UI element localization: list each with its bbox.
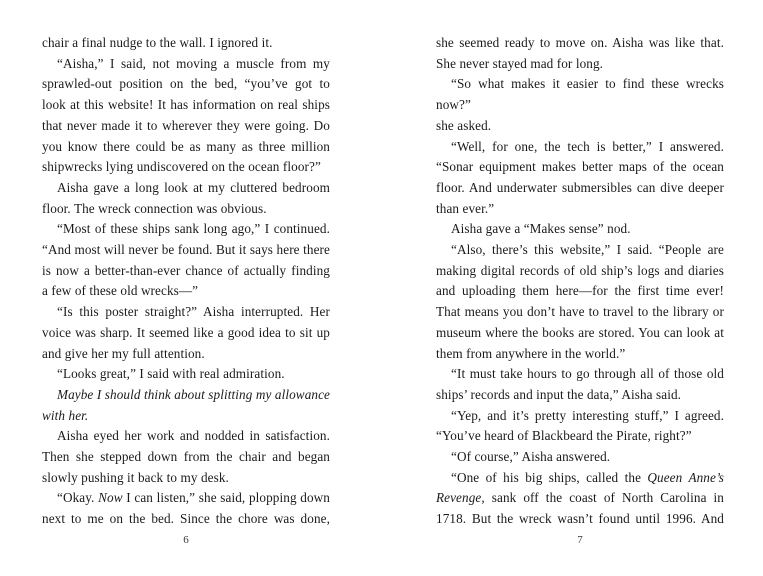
right-page-text [436, 33, 724, 530]
text-line: next to me on the bed. Since the chore was done, [42, 511, 330, 527]
text-line: floor. And underwater submersibles can dive deeper [436, 179, 724, 195]
text-line: making digital records of old ship’s logs and diaries [436, 262, 724, 278]
text-line: “Sonar equipment makes better maps of the ocean [436, 159, 724, 175]
text-line: voice was sharp. It seemed like a good idea to sit up [42, 324, 330, 340]
text-line: “Yep, and it’s pretty interesting stuff,” I agreed. [451, 407, 724, 423]
text-line: That means you don’t have to travel to the library or [436, 304, 724, 320]
text-line: Maybe I should think about splitting my allowance with her. [42, 386, 330, 423]
text-line: look at this website! It has information on real ships [42, 97, 330, 113]
left-page-text [42, 33, 330, 530]
text-line: “One of his big ships, called the Queen Anne’s [451, 469, 724, 485]
text-line: you know there could be as many as three million [42, 138, 330, 154]
text-line: “Most of these ships sank long ago,” I continued. [57, 221, 330, 237]
text-line: museum where the books are stored. You can look at [436, 324, 724, 340]
text-line: She never stayed mad for long. [436, 55, 604, 71]
text-line: “It must take hours to go through all of those old [451, 366, 724, 382]
text-line: “Is this poster straight?” Aisha interrupted. Her [57, 304, 330, 320]
left-page-number: 6 [183, 534, 189, 546]
text-line: 1718. But the wreck wasn’t found until 1996. And [436, 511, 724, 527]
text-line: than ever.” [436, 200, 495, 216]
text-line: “Well, for one, the tech is better,” I answered. [451, 138, 724, 154]
text-line: “Okay. Now I can listen,” she said, plopping down [57, 490, 330, 506]
text-line: “Aisha,” I said, not moving a muscle from my [57, 55, 330, 71]
right-page-number: 7 [577, 534, 583, 546]
text-line: “Looks great,” I said with real admiration. [57, 366, 285, 382]
text-line: “Of course,” Aisha answered. [451, 449, 611, 465]
text-line: that never made it to wherever they were going. Do [42, 117, 330, 133]
text-line: ships’ records and input the data,” Aisha said. [436, 386, 682, 402]
text-line: a few of these old wrecks—” [42, 283, 199, 299]
text-line: and give her my full attention. [42, 345, 205, 361]
text-line: Aisha gave a “Makes sense” nod. [451, 221, 631, 237]
text-line: slowly pushing it back to my desk. [42, 469, 229, 485]
text-line: “And most will never be found. But it says here there [42, 242, 330, 258]
text-line: Revenge, sank off the coast of North Carolina in [436, 490, 724, 506]
text-line: them from anywhere in the world.” [436, 345, 626, 361]
text-line: “Also, there’s this website,” I said. “People are [451, 242, 724, 258]
text-line: she asked. [436, 117, 492, 133]
text-line: Aisha eyed her work and nodded in satisfaction. [57, 428, 330, 444]
text-line: she seemed ready to move on. Aisha was like that. [436, 35, 724, 50]
text-line: Aisha gave a long look at my cluttered bedroom [57, 179, 330, 195]
text-line: “So what makes it easier to find these wrecks now?” [436, 76, 724, 113]
text-line: sprawled-out position on the bed, “you’ve got to [42, 76, 330, 92]
text-line: and uploading them here—for the first time ever! [436, 283, 724, 299]
text-line: “You’ve heard of Blackbeard the Pirate, right?” [436, 428, 692, 444]
text-line: shipwrecks lying undiscovered on the ocean floor?” [42, 159, 321, 175]
text-line: Then she stepped down from the chair and began [42, 449, 330, 465]
text-line: floor. The wreck connection was obvious. [42, 200, 267, 216]
text-line: chair a final nudge to the wall. I ignored it. [42, 35, 273, 50]
text-line: is now a better-than-ever chance of actually finding [42, 262, 330, 278]
